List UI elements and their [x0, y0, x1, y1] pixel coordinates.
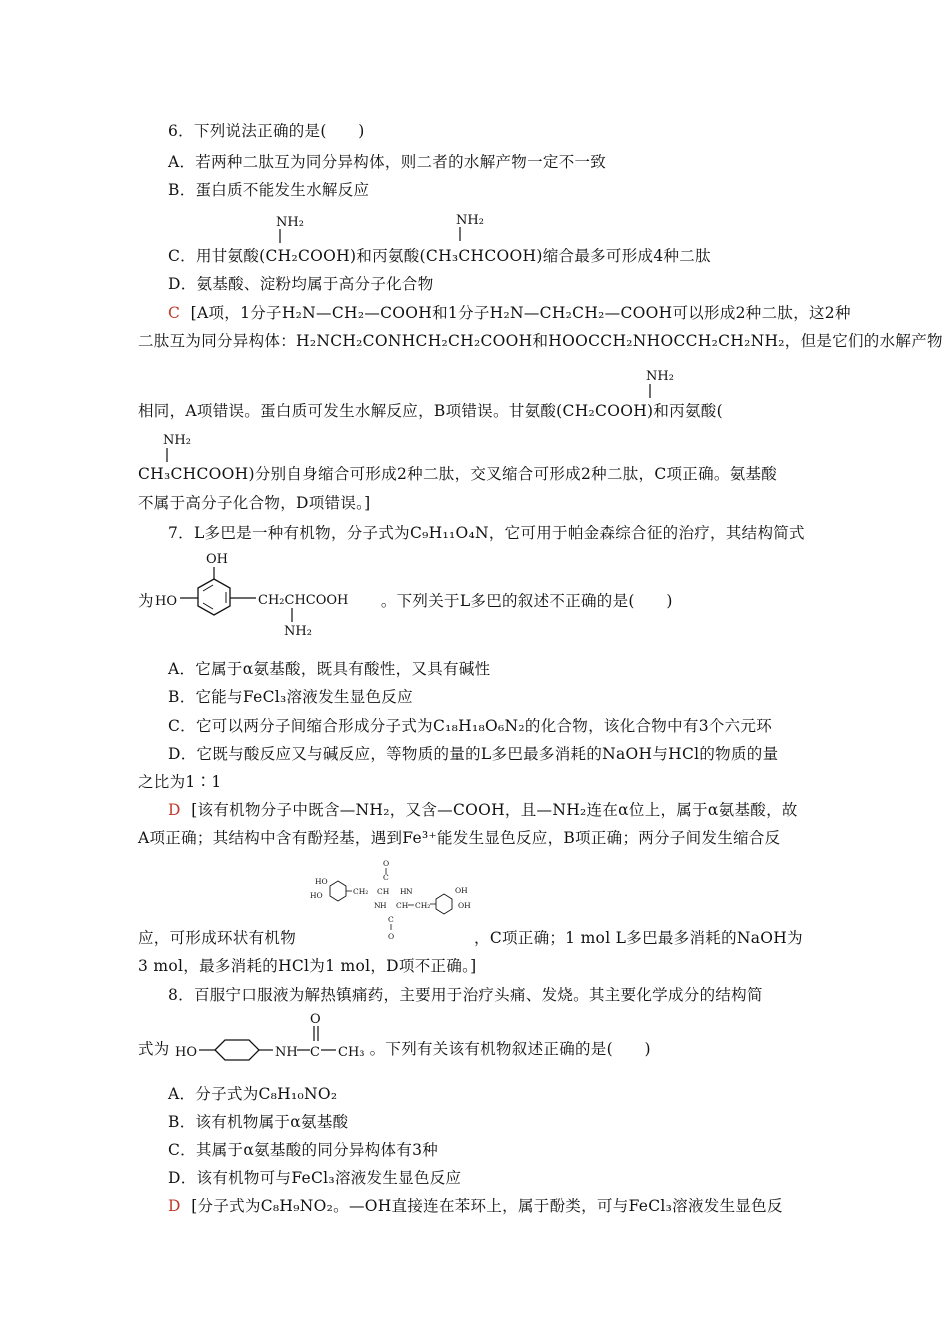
ap-o-label: O	[310, 1012, 321, 1027]
q8-option-d: D．该有机物可与FeCl₃溶液发生显色反应	[168, 1169, 462, 1187]
exp-alanine-nh2: NH₂	[163, 433, 191, 448]
cd-o-bottom: O	[388, 932, 395, 941]
q6-exp-3-pre: 相同，A项错误。蛋白质可发生水解反应，B项错误。甘氨酸(	[138, 402, 563, 420]
cd-ch2-2: CH₂	[415, 901, 431, 910]
cd-ch-1: CH	[377, 887, 390, 896]
q6-exp-4-post: )分别自身缩合可形成2种二肽，交叉缩合可形成2种二肽，C项正确。氨基酸	[248, 465, 778, 483]
ap-ch3-label: CH₃	[338, 1045, 365, 1060]
q7-exp-3-pre: 应，可形成环状有机物	[138, 929, 297, 947]
q7-stem-2-post: 。下列关于L多巴的叙述不正确的是( )	[380, 592, 673, 610]
q7-option-b: B．它能与FeCl₃溶液发生显色反应	[168, 688, 413, 706]
q6-explanation-5: 不属于高分子化合物，D项错误。]	[138, 494, 371, 512]
q7-option-d-2: 之比为1∶1	[138, 773, 222, 791]
ap-ho-label: HO	[175, 1045, 197, 1060]
exp-glycine-nh2: NH₂	[646, 369, 674, 384]
q8-stem-2	[138, 1039, 651, 1059]
q7-explanation-2: A项正确；其结构中含有酚羟基，遇到Fe³⁺能发生显色反应，B项正确；两分子间发生缩合反	[138, 829, 781, 847]
q6-exp-1: [A项，1分子H₂N—CH₂—COOH和1分子H₂N—CH₂CH₂—COOH可以形成2种二肽，这2种	[190, 304, 851, 322]
alanine-formula: CH₃CHCOOH	[425, 247, 537, 265]
cd-n-2: N	[374, 901, 381, 910]
q7-option-d-1: D．它既与酸反应又与碱反应，等物质的量的L多巴最多消耗的NaOH与HCl的物质的量	[168, 745, 779, 763]
dopa-oh-label: OH	[206, 552, 228, 567]
exp-alanine-formula: CH₃CHCOOH	[138, 465, 249, 483]
q6-option-a: A．若两种二肽互为同分异构体，则二者的水解产物一定不一致	[168, 153, 607, 171]
cd-oh-2: OH	[458, 901, 471, 910]
cd-ch-2: CH	[396, 901, 409, 910]
q8-answer: D	[168, 1197, 181, 1215]
q6-option-d: D．氨基酸、淀粉均属于高分子化合物	[168, 275, 434, 293]
q8-stem-1: 8．百服宁口服液为解热镇痛药，主要用于治疗头痛、发烧。其主要化学成分的结构简	[168, 986, 763, 1004]
glycine-nh2-label: NH₂	[276, 215, 304, 230]
cd-o-top: O	[383, 859, 390, 868]
q7-exp-3-post: ，C项正确；1 mol L多巴最多消耗的NaOH为	[474, 929, 803, 947]
dopa-ho-label: HO	[155, 594, 177, 609]
dopa-chain-label: CH₂CHCOOH	[258, 593, 349, 608]
q8-exp-1: [分子式为C₈H₉NO₂。—OH直接连在苯环上，属于酚类，可与FeCl₃溶液发生显色反	[191, 1197, 783, 1215]
q8-option-c: C．其属于α氨基酸的同分异构体有3种	[168, 1141, 439, 1159]
q7-option-c: C．它可以两分子间缩合形成分子式为C₁₈H₁₈O₆N₂的化合物，该化合物中有3个六元环	[168, 717, 773, 735]
glycine-formula: CH₂COOH	[265, 247, 350, 265]
cd-c-bottom: C	[388, 915, 394, 924]
cd-ho-2: HO	[310, 891, 323, 900]
q6-option-b: B．蛋白质不能发生水解反应	[168, 181, 370, 199]
q6-option-c-mid: )和丙氨酸(	[350, 247, 426, 265]
q8-option-a: A．分子式为C₈H₁₀NO₂	[168, 1085, 338, 1103]
cd-ch2-1: CH₂	[353, 887, 369, 896]
cd-h-1: H	[400, 887, 407, 896]
cd-c-top: C	[383, 873, 389, 882]
q6-option-c-pre: C．用甘氨酸(	[168, 247, 266, 265]
q8-option-b: B．该有机物属于α氨基酸	[168, 1113, 349, 1131]
alanine-nh2-label: NH₂	[456, 213, 484, 228]
q6-stem: 6．下列说法正确的是( )	[168, 122, 365, 140]
cd-n-1: N	[406, 887, 413, 896]
q8-stem-2-post: 。下列有关该有机物叙述正确的是( )	[369, 1040, 651, 1058]
cd-oh-1: OH	[455, 886, 468, 895]
q7-exp-1: [该有机物分子中既含—NH₂，又含—COOH，且—NH₂连在α位上，属于α氨基酸，故	[191, 801, 798, 819]
q7-stem-1: 7．L多巴是一种有机物，分子式为C₉H₁₁O₄N，它可用于帕金森综合征的治疗，其结构简式	[168, 524, 805, 542]
svg-text:C: C	[310, 1045, 320, 1060]
ap-nh-label: NH	[275, 1045, 298, 1060]
q7-explanation-4: 3 mol，最多消耗的HCl为1 mol，D项不正确。]	[138, 957, 477, 975]
cd-h-2: H	[380, 901, 387, 910]
cd-ho-1: HO	[315, 877, 328, 886]
dopa-nh2-label: NH₂	[284, 624, 312, 639]
q8-stem-2-pre: 式为	[138, 1040, 170, 1058]
q7-answer: D	[168, 801, 181, 819]
q6-exp-3-post: )和丙氨酸(	[647, 402, 723, 420]
q8-explanation-1	[168, 1196, 783, 1216]
q6-option-c-post: )缩合最多可形成4种二肽	[536, 247, 711, 265]
q6-answer: C	[168, 304, 181, 322]
exp-glycine-formula: CH₂COOH	[562, 402, 648, 420]
q7-option-a: A．它属于α氨基酸，既具有酸性，又具有碱性	[168, 660, 491, 678]
q7-stem-2-pre: 为	[138, 592, 154, 610]
q6-explanation-2: 二肽互为同分异构体：H₂NCH₂CONHCH₂CH₂COOH和HOOCCH₂NHOCCH₂CH₂NH₂，但是它们的水解产物	[138, 332, 943, 350]
